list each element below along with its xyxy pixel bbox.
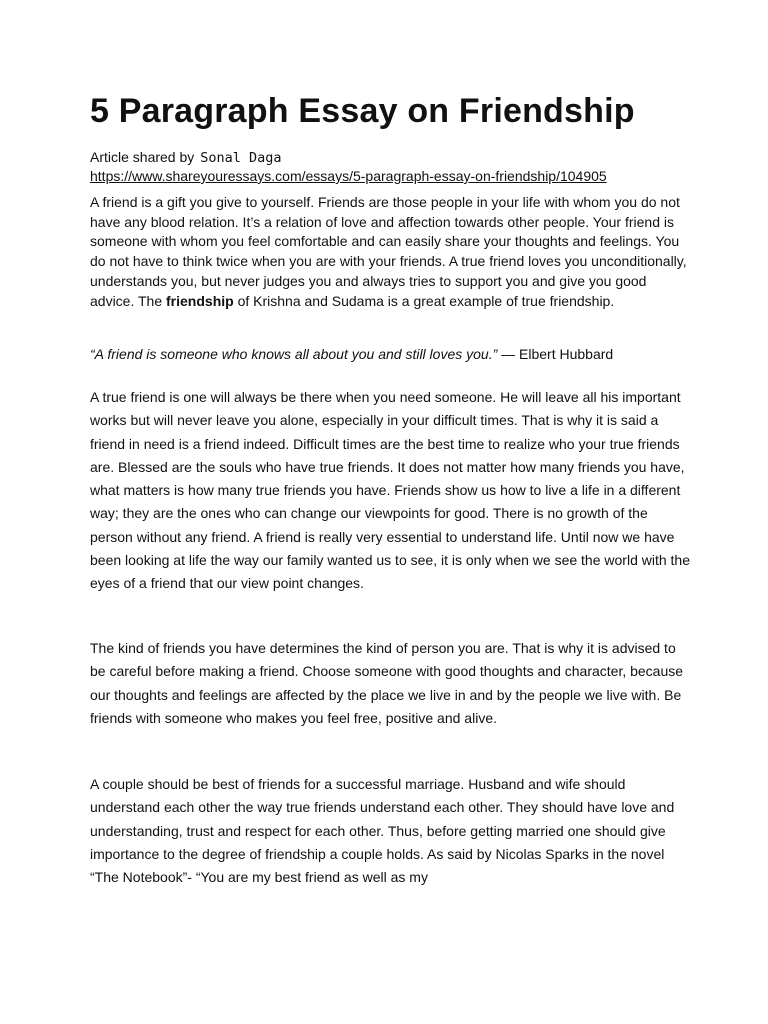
shared-by-label: Article shared by — [90, 149, 195, 165]
paragraph-1-text-start: A friend is a gift you give to yourself. Friends are those people in your life with whom you do not have any blood relation. It’s a relation of love and affection towards other people. Your friend is someone with whom you feel comfortable and can easily share your thoughts and feelings. You do not have to think twice when you are with your friends. A true friend loves you unconditionally, understands you, but never judges you and always tries to support you and give you good advice. The — [90, 194, 687, 309]
page-title: 5 Paragraph Essay on Friendship — [90, 92, 635, 130]
author-name: Sonal Daga — [200, 150, 282, 166]
paragraph-1 — [90, 193, 690, 311]
byline — [90, 148, 607, 167]
bold-keyword: friendship — [166, 292, 234, 309]
quote-text: “A friend is someone who knows all about you and still loves you.” — [90, 346, 498, 362]
paragraph-1-text-end: of Krishna and Sudama is a great example of true friendship. — [233, 292, 615, 309]
quote — [90, 344, 690, 364]
paragraph-4: A couple should be best of friends for a successful marriage. Husband and wife should understand each other the way true friends understand each other. They should have love and understanding, trust and respect for each other. Thus, before getting married one should give importance to the degree of friendship a couple holds. As said by Nicolas Sparks in the novel “The Notebook”- “You are my best friend as well as my — [90, 776, 675, 886]
quote-attribution: — Elbert Hubbard — [497, 346, 614, 362]
paragraph-3: The kind of friends you have determines the kind of person you are. That is why it is advised to be careful before making a friend. Choose someone with good thoughts and character, because our thoughts and feelings are affected by the place we live in and by the people we live with. Be friends with someone who makes you feel free, positive and alive. — [90, 640, 684, 726]
paragraph-2: A true friend is one will always be there when you need someone. He will leave all his important works but will never leave you alone, especially in your difficult times. That is why it is said a friend in need is a friend indeed. Difficult times are the best time to realize who your true friends are. Blessed are the souls who have true friends. It does not matter how many friends you have, what matters is how many true friends you have. Friends show us how to live a life in a different way; they are the ones who can change our viewpoints for good. There is no growth of the person without any friend. A friend is really very essential to understand life. Until now we have been looking at life the way our family wanted us to see, it is only when we see the world with the eyes of a friend that our view point changes. — [90, 389, 690, 592]
article-meta — [90, 148, 607, 185]
source-url-link[interactable]: https://www.shareyouressays.com/essays/5-paragraph-essay-on-friendship/104905 — [90, 168, 607, 184]
